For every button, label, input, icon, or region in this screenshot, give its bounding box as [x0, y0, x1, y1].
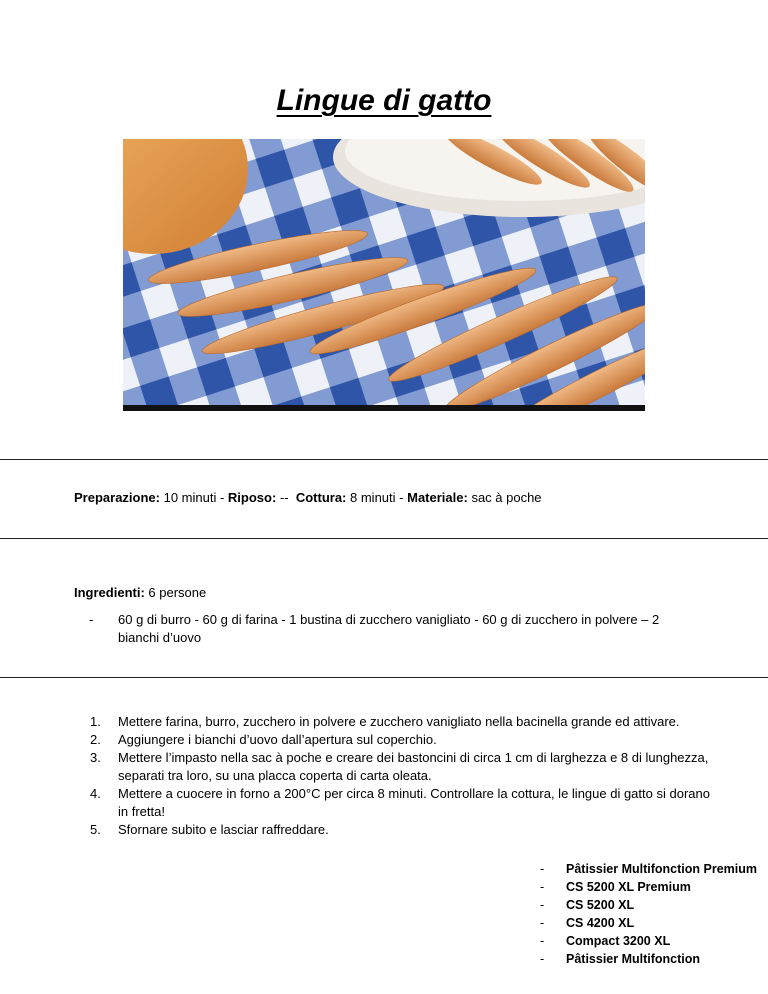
step-number: 1.: [90, 714, 101, 729]
step-number: 4.: [90, 786, 101, 801]
step-text: Mettere a cuocere in forno a 200°C per circa 8 minuti. Controllare la cottura, le lingue di gatto si dorano in fretta!: [118, 786, 710, 819]
separator: -: [395, 490, 408, 505]
list-bullet: -: [540, 862, 545, 876]
list-bullet: -: [89, 612, 94, 627]
recipe-title: Lingue di gatto: [276, 84, 492, 117]
biscuits-photo: [123, 139, 645, 405]
servings-value: 6 persone: [148, 585, 207, 600]
model-item: [540, 914, 757, 932]
recipe-info-line: [74, 489, 542, 507]
prep-label: Preparazione:: [74, 490, 160, 505]
step-item: [90, 785, 710, 821]
model-name: Pâtissier Multifonction Premium: [566, 862, 758, 876]
model-name: CS 4200 XL: [566, 916, 635, 930]
model-name: CS 5200 XL: [566, 898, 635, 912]
list-bullet: -: [540, 898, 545, 912]
step-text: Mettere farina, burro, zucchero in polvere e zucchero vanigliato nella bacinella grande ed attivare.: [118, 714, 680, 729]
ingredients-heading: [74, 584, 206, 602]
model-item: [540, 950, 757, 968]
step-text: Sfornare subito e lasciar raffreddare.: [118, 822, 329, 837]
list-bullet: -: [540, 916, 545, 930]
steps-list: [90, 713, 710, 839]
prep-value: 10 minuti: [163, 490, 217, 505]
material-value: sac à poche: [471, 490, 542, 505]
model-name: CS 5200 XL Premium: [566, 880, 691, 894]
divider: [0, 538, 768, 539]
divider: [0, 677, 768, 678]
separator: -: [216, 490, 228, 505]
model-item: [540, 878, 757, 896]
model-item: [540, 932, 757, 950]
step-text: Aggiungere i bianchi d’uovo dall’apertura sul coperchio.: [118, 732, 437, 747]
model-item: [540, 860, 757, 878]
step-item: [90, 749, 710, 785]
model-name: Compact 3200 XL: [566, 934, 671, 948]
list-bullet: -: [540, 934, 545, 948]
step-text: Mettere l’impasto nella sac à poche e creare dei bastoncini di circa 1 cm di larghezza e 8 di lunghezza, separati tra loro, su una placca coperta di carta oleata.: [118, 750, 709, 783]
ingredients-list: [89, 611, 679, 647]
ingredients-text: 60 g di burro - 60 g di farina - 1 bustina di zucchero vanigliato - 60 g di zucchero in polvere – 2 bianchi d’uovo: [118, 612, 660, 645]
model-name: Pâtissier Multifonction: [566, 952, 701, 966]
step-number: 3.: [90, 750, 101, 765]
step-item: [90, 731, 710, 749]
ingredients-label: Ingredienti:: [74, 585, 145, 600]
cook-value: 8 minuti: [350, 490, 396, 505]
step-item: [90, 821, 710, 839]
photo-bottom-bar: [123, 405, 645, 411]
model-item: [540, 896, 757, 914]
step-number: 5.: [90, 822, 101, 837]
cook-label: Cottura:: [295, 490, 347, 505]
divider: [0, 459, 768, 460]
list-bullet: -: [540, 952, 545, 966]
rest-label: Riposo:: [227, 490, 277, 505]
list-bullet: -: [540, 880, 545, 894]
rest-value: --: [279, 490, 289, 505]
step-number: 2.: [90, 732, 101, 747]
step-item: [90, 713, 710, 731]
material-label: Materiale:: [407, 490, 468, 505]
models-list: [540, 860, 757, 968]
